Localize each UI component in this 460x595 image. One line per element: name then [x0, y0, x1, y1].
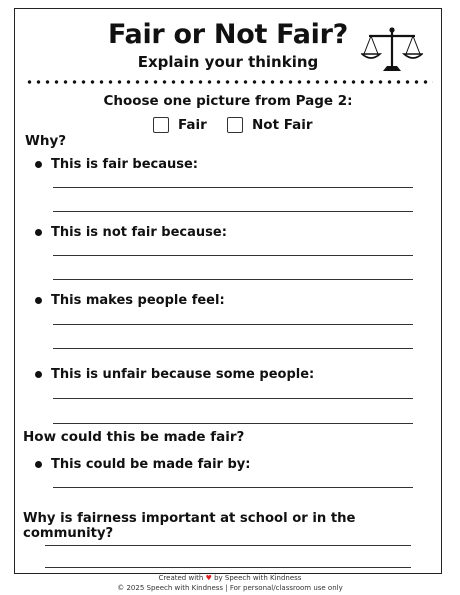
worksheet-frame	[14, 8, 442, 574]
footer-credit: Created with ♥ by Speech with Kindness	[158, 574, 302, 582]
answer-line[interactable]	[53, 324, 413, 325]
prompt-not-fair-because: This is not fair because:	[35, 225, 227, 240]
prompt-unfair-because-some-people: This is unfair because some people:	[35, 367, 314, 382]
not-fair-option-label: Not Fair	[252, 117, 313, 133]
why-heading: Why?	[25, 133, 67, 149]
answer-line[interactable]	[53, 187, 413, 188]
answer-line[interactable]	[45, 545, 411, 546]
bullet-icon	[35, 461, 42, 468]
importance-question: Why is fairness important at school or in the community?	[23, 511, 356, 541]
not-fair-checkbox[interactable]	[227, 117, 243, 133]
answer-line[interactable]	[53, 423, 413, 424]
dotted-divider	[25, 80, 433, 84]
answer-line[interactable]	[53, 348, 413, 349]
bullet-icon	[35, 161, 42, 168]
bullet-icon	[35, 371, 42, 378]
answer-line[interactable]	[53, 398, 413, 399]
answer-line[interactable]	[53, 487, 413, 488]
made-fair-heading: How could this be made fair?	[23, 429, 245, 445]
fair-option[interactable]	[153, 117, 207, 133]
answer-line[interactable]	[53, 211, 413, 212]
prompt-made-fair-by: This could be made fair by:	[35, 457, 250, 472]
prompt-makes-people-feel: This makes people feel:	[35, 293, 225, 308]
bullet-icon	[35, 297, 42, 304]
page-subtitle: Explain your thinking	[137, 53, 319, 71]
page-title: Fair or Not Fair?	[108, 19, 348, 50]
instruction-text: Choose one picture from Page 2:	[103, 93, 353, 109]
footer-copyright: © 2025 Speech with Kindness | For personal/classroom use only	[117, 584, 343, 592]
fair-option-label: Fair	[178, 117, 207, 133]
heart-icon: ♥	[205, 574, 212, 582]
balance-scale-icon	[361, 26, 423, 74]
bullet-icon	[35, 229, 42, 236]
answer-line[interactable]	[45, 567, 411, 568]
prompt-fair-because: This is fair because:	[35, 157, 198, 172]
fair-checkbox[interactable]	[153, 117, 169, 133]
answer-line[interactable]	[53, 255, 413, 256]
not-fair-option[interactable]	[227, 117, 313, 133]
answer-line[interactable]	[53, 279, 413, 280]
